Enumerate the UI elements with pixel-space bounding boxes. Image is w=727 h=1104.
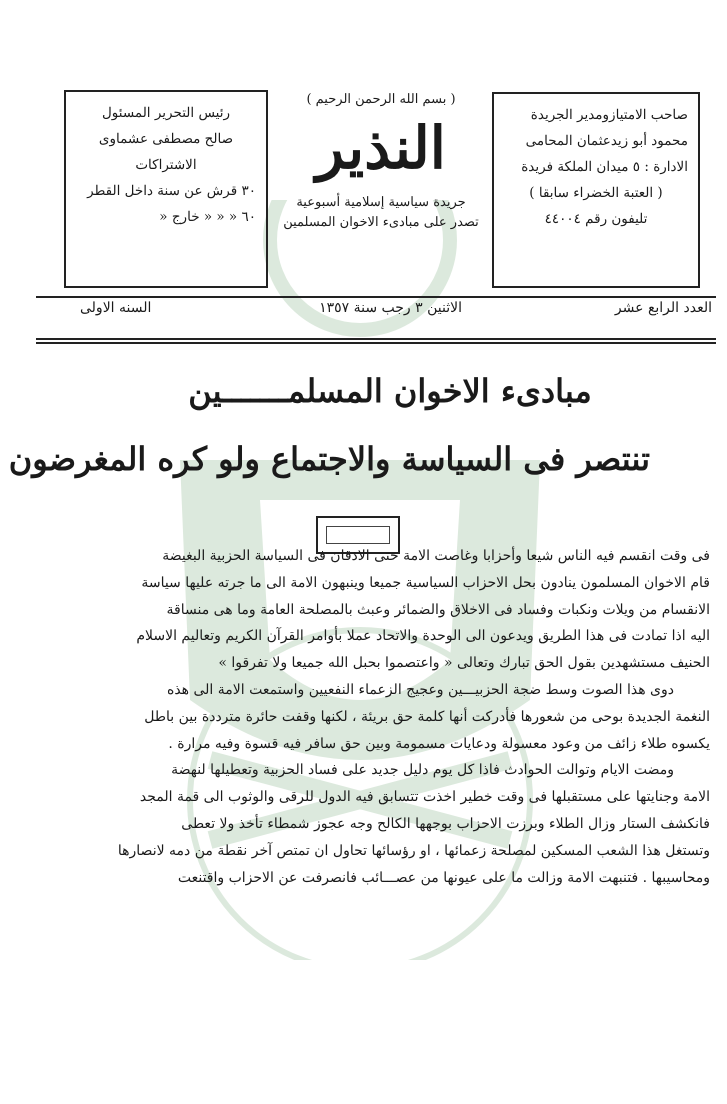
- issue-number: العدد الرابع عشر: [614, 300, 712, 316]
- tagline-line: تصدر على مبادىء الاخوان المسلمين: [283, 215, 479, 230]
- subscription-rate: ٦٠ « « « خارج «: [159, 209, 256, 225]
- article-line: الحنيف مستشهدين بقول الحق تبارك وتعالى « واعتصموا بحبل الله جميعا ولا تفرقوا »: [218, 655, 710, 672]
- article-line: اليه اذا تمادت فى هذا الطريق ويدعون الى الوحدة والاتحاد عملا بأوامر القرآن الكريم وتعاليم الاسلام: [136, 628, 710, 645]
- article-line: وتستغل هذا الشعب المسكين لمصلحة زعمائها ، او رؤسائها تحاول ان تمتص آخر نقطة من دمه لانصارها: [117, 842, 710, 859]
- issue-line: [40, 300, 712, 328]
- issue-date: الاثنين ٣ رجب سنة ١٣٥٧: [319, 300, 462, 316]
- publisher-line: ( العتبة الخضراء سابقا ): [529, 185, 663, 201]
- publisher-line: محمود أبو زيدعثمان المحامى: [525, 133, 688, 149]
- divider: [36, 338, 716, 340]
- article-line: دوى هذا الصوت وسط ضجة الحزبيـــين وعجيج الزعماء النفعيين واستمعت الامة الى هذه: [166, 681, 674, 698]
- headline: مبادىء الاخوان المسلمـــــــين: [188, 372, 592, 410]
- newspaper-title: النذير: [316, 114, 446, 182]
- divider: [36, 296, 716, 298]
- subscription-rate: ٣٠ قرش عن سنة داخل القطر: [87, 183, 256, 199]
- publisher-box: [492, 92, 700, 288]
- editor-line: رئيس التحرير المسئول: [101, 105, 231, 121]
- editor-subscription-box: [64, 90, 268, 288]
- subheadline: تنتصر فى السياسة والاجتماع ولو كره المغرضون: [8, 440, 650, 478]
- article-line: النغمة الجديدة بوحى من شعورها فأدركت أنها كلمة حق بريئة ، لكنها وقفت حائرة مترددة بين باطل: [144, 708, 710, 725]
- article-line: ومحاسيبها . فتنبهت الامة وزالت ما على عيونها من عصـــائب فانصرفت عن الاحزاب واقتنعت: [177, 869, 710, 886]
- issue-year: السنه الاولى: [80, 300, 152, 316]
- article-body: [50, 543, 710, 891]
- article-line: فى وقت انقسم فيه الناس شيعا وأحزابا وغاصت الامة حتى الاذقان فى السياسة الحزبية البغيضة: [162, 548, 710, 564]
- publisher-line: الادارة : ٥ ميدان الملكة فريدة: [521, 159, 688, 175]
- article-line: فانكشف الستار وزال الطلاء وبرزت الاحزاب بوجهها الكالح وجه عجوز شمطاء تأخذ ولا تعطى: [181, 815, 710, 832]
- article-line: الانقسام من ويلات ونكبات وفساد فى الاخلاق والضمائر وعبث بالمصلحة العامة وما هى منساقة: [166, 601, 710, 618]
- publisher-line: صاحب الامتيازومدير الجريدة: [530, 107, 688, 123]
- divider: [36, 342, 716, 344]
- publisher-line: تليفون رقم ٤٤٠٠٤: [544, 211, 648, 227]
- tagline-line: جريدة سياسية إسلامية أسبوعية: [296, 195, 466, 210]
- article-line: قام الاخوان المسلمون ينادون بحل الاحزاب السياسية جميعا وينبهون الامة الى ما جرته عليها سياسة: [141, 574, 710, 591]
- masthead: [270, 88, 492, 288]
- subscriptions-heading: الاشتراكات: [135, 157, 197, 173]
- basmala: ( بسم الله الرحمن الرحيم ): [306, 92, 456, 107]
- article-line: ومضت الايام وتوالت الحوادث فاذا كل يوم دليل جديد على فساد الحزبية وتعطيلها لنهضة: [171, 762, 674, 779]
- tagline: [270, 193, 492, 233]
- article-line: الامة وجنايتها على مستقبلها فى وقت خطير اخذت تتسابق فيه الدول للرقى والوثوب الى قمة المجد: [139, 789, 710, 806]
- article-line: يكسوه طلاء زائف من وعود معسولة ودعايات مسمومة وبين حق سافر فيه قسوة وفيه مرارة .: [168, 735, 710, 752]
- editor-line: صالح مصطفى عشماوى: [98, 131, 234, 147]
